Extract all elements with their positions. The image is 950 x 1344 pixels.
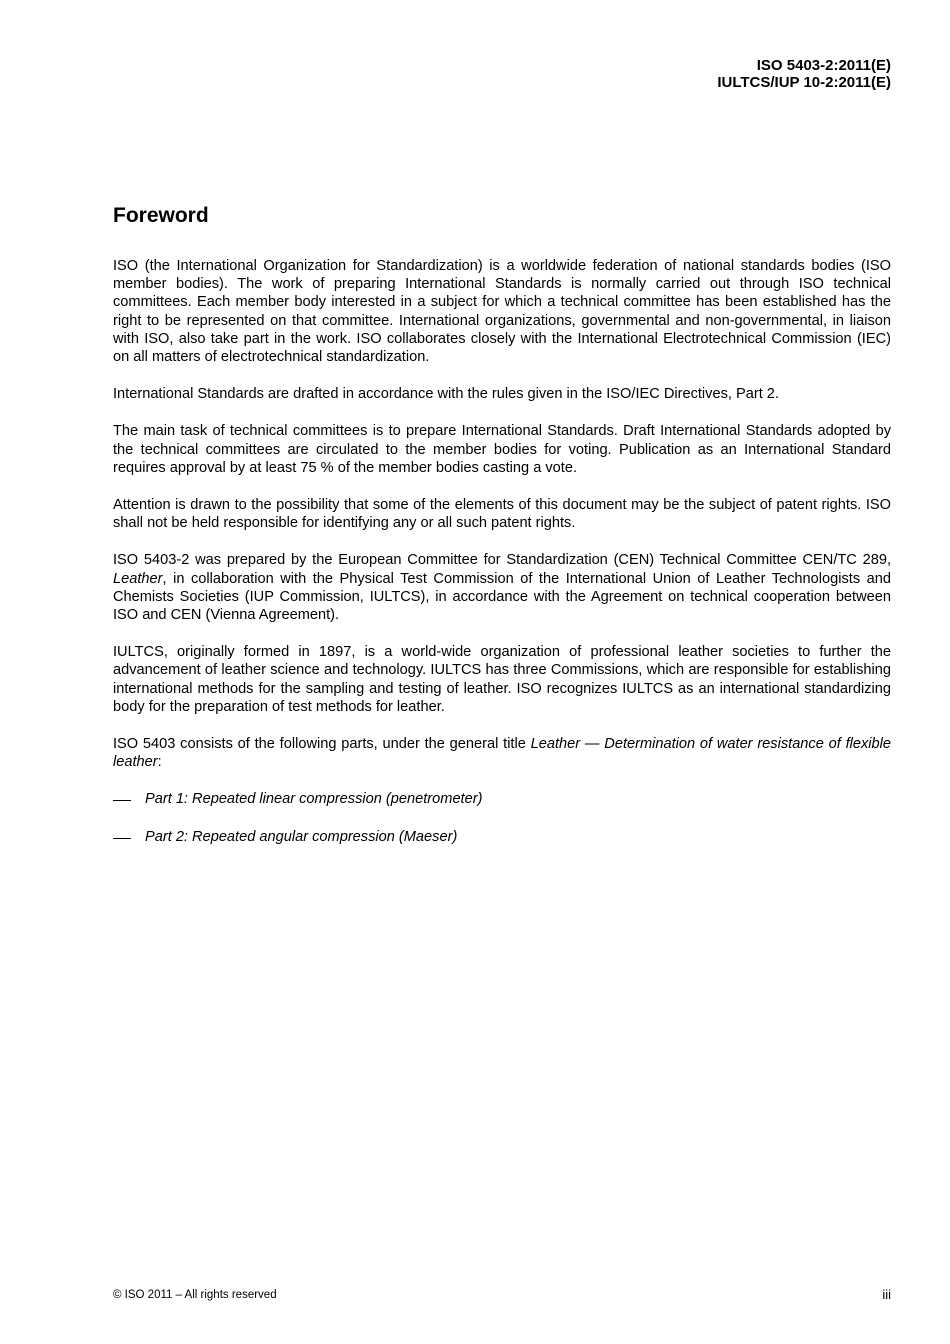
paragraph-iultcs: IULTCS, originally formed in 1897, is a world-wide organization of professional leather societies to further the advancement of leather science and technology. IULTCS has three Commissions, which are responsible for establishing international methods for the sampling and testing of leather. ISO recognizes IULTCS as an international standardizing body for the preparation of test methods for leather. bbox=[113, 644, 891, 715]
list-item bbox=[113, 790, 891, 808]
paragraph-iso-intro: ISO (the International Organization for Standardization) is a worldwide federation of national standards bodies (ISO member bodies). The work of preparing International Standards is normally carried out through ISO technical committees. Each member body interested in a subject for which a technical committee has been established has the right to be represented on that committee. International organizations, governmental and non-governmental, in liaison with ISO, also take part in the work. ISO collaborates closely with the International Electrotechnical Commission (IEC) on all matters of electrotechnical standardization. bbox=[113, 258, 891, 366]
list-item bbox=[113, 828, 891, 846]
parts-intro-text-end: : bbox=[157, 754, 162, 771]
prepared-by-italic: Leather bbox=[113, 570, 163, 587]
parts-list bbox=[113, 790, 891, 845]
prepared-by-text-end: , in collaboration with the Physical Test Commission of the International Union of Leather Technologists and Chemists Societies (IUP Commission, IULTCS), in accordance with the Agreement on technical cooperation between ISO and CEN (Vienna Agreement). bbox=[113, 570, 891, 624]
page-number: iii bbox=[882, 1287, 891, 1302]
document-header bbox=[717, 57, 891, 91]
page-title: Foreword bbox=[113, 204, 209, 227]
paragraph-patent-rights: Attention is drawn to the possibility that some of the elements of this document may be the subject of patent rights. ISO shall not be held responsible for identifying any or all such patent rights. bbox=[113, 497, 891, 532]
foreword-body bbox=[113, 257, 891, 865]
iultcs-number: IULTCS/IUP 10-2:2011(E) bbox=[717, 74, 891, 91]
parts-intro-text-start: ISO 5403 consists of the following parts, under the general title bbox=[113, 736, 531, 753]
list-item-label: Part 2: Repeated angular compression (Maeser) bbox=[145, 828, 458, 845]
prepared-by-text-start: ISO 5403-2 was prepared by the European Committee for Standardization (CEN) Technical Committee CEN/TC 289, bbox=[113, 552, 891, 569]
paragraph-main-task: The main task of technical committees is to prepare International Standards. Draft International Standards adopted by the technical committees are circulated to the member bodies for voting. Publication as an International Standard requires approval by at least 75 % of the member bodies casting a vote. bbox=[113, 423, 891, 476]
parts-intro-italic: Leather — Determination of water resistance of flexible leather bbox=[113, 736, 891, 771]
standard-number: ISO 5403-2:2011(E) bbox=[756, 57, 891, 74]
paragraph-prepared-by bbox=[113, 551, 891, 624]
paragraph-directives: International Standards are drafted in accordance with the rules given in the ISO/IEC Directives, Part 2. bbox=[113, 386, 779, 403]
dash-bullet-icon bbox=[113, 800, 131, 801]
list-item-label: Part 1: Repeated linear compression (penetrometer) bbox=[145, 791, 483, 808]
paragraph-parts-intro bbox=[113, 735, 891, 771]
dash-bullet-icon bbox=[113, 838, 131, 839]
copyright-notice: © ISO 2011 – All rights reserved bbox=[113, 1289, 277, 1301]
